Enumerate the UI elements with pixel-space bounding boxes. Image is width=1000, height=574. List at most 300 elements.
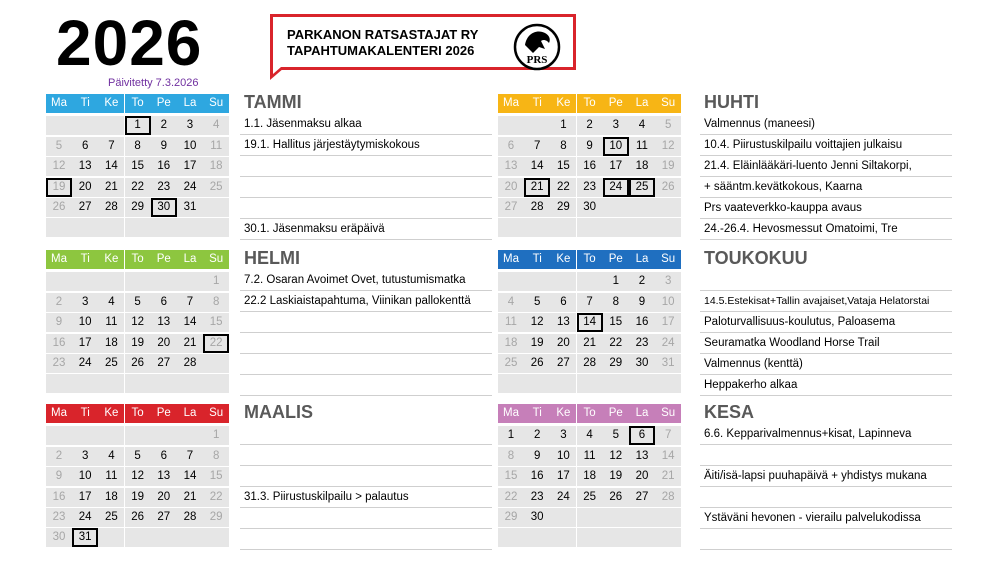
empty-day-cell xyxy=(629,508,655,527)
weekday-header: La xyxy=(177,94,203,113)
empty-day-cell xyxy=(603,218,629,237)
month-name: MAALIS xyxy=(244,402,313,422)
weekday-header: La xyxy=(177,250,203,269)
day-cell[interactable]: 21 xyxy=(524,178,550,197)
event-line: 22.2 Laskiaistapahtuma, Viinikan pallokenttä xyxy=(240,291,492,312)
day-cell[interactable]: 17 xyxy=(550,467,576,486)
empty-day-cell xyxy=(177,218,203,237)
month-name: HELMI xyxy=(244,248,300,268)
empty-day-cell xyxy=(151,374,177,393)
day-cell[interactable]: 17 xyxy=(655,313,681,332)
day-cell[interactable]: 7 xyxy=(177,293,203,312)
empty-day-cell xyxy=(577,374,603,393)
day-cell[interactable]: 6 xyxy=(550,293,576,312)
empty-day-cell xyxy=(177,528,203,547)
day-cell[interactable]: 19 xyxy=(125,334,151,353)
day-cell[interactable]: 24 xyxy=(72,354,98,373)
weekday-header: Su xyxy=(203,94,229,113)
empty-day-cell xyxy=(655,198,681,217)
event-line xyxy=(240,466,492,487)
day-cell[interactable]: 2 xyxy=(151,116,177,135)
empty-day-cell xyxy=(72,218,98,237)
weekday-header: Ma xyxy=(46,250,72,269)
day-cell[interactable]: 16 xyxy=(629,313,655,332)
day-cell[interactable]: 6 xyxy=(629,426,655,445)
day-cell[interactable]: 5 xyxy=(655,116,681,135)
day-cell[interactable]: 8 xyxy=(603,293,629,312)
empty-day-cell xyxy=(98,272,124,291)
day-cell[interactable]: 25 xyxy=(98,508,124,527)
day-cell[interactable]: 31 xyxy=(72,528,98,547)
day-cell[interactable]: 12 xyxy=(125,313,151,332)
empty-day-cell xyxy=(655,218,681,237)
day-cell[interactable]: 18 xyxy=(629,157,655,176)
day-cell[interactable]: 12 xyxy=(603,447,629,466)
day-cell[interactable]: 2 xyxy=(629,272,655,291)
day-cell[interactable]: 26 xyxy=(46,198,72,217)
day-cell[interactable]: 13 xyxy=(629,447,655,466)
day-cell[interactable]: 19 xyxy=(125,488,151,507)
day-cell[interactable]: 24 xyxy=(655,334,681,353)
day-cell[interactable]: 14 xyxy=(177,313,203,332)
weekday-header: Ma xyxy=(498,404,524,423)
day-cell[interactable]: 14 xyxy=(524,157,550,176)
empty-day-cell xyxy=(203,198,229,217)
day-cell[interactable]: 9 xyxy=(524,447,550,466)
day-cell[interactable]: 15 xyxy=(550,157,576,176)
empty-day-cell xyxy=(655,508,681,527)
day-cell[interactable]: 21 xyxy=(177,488,203,507)
event-line: Ystäväni hevonen - vierailu palvelukodissa xyxy=(700,508,952,529)
day-cell[interactable]: 25 xyxy=(203,178,229,197)
day-cell[interactable]: 4 xyxy=(203,116,229,135)
weekday-header: Ti xyxy=(72,250,98,269)
day-cell[interactable]: 22 xyxy=(550,178,576,197)
day-cell[interactable]: 2 xyxy=(46,447,72,466)
weekday-header: Ke xyxy=(550,250,576,269)
day-cell[interactable]: 29 xyxy=(125,198,151,217)
day-cell[interactable]: 3 xyxy=(177,116,203,135)
day-cell[interactable]: 28 xyxy=(177,354,203,373)
event-line xyxy=(240,508,492,529)
empty-day-cell xyxy=(550,528,576,547)
day-cell[interactable]: 17 xyxy=(72,334,98,353)
day-cell[interactable]: 28 xyxy=(177,508,203,527)
day-cell[interactable]: 1 xyxy=(125,116,151,135)
day-cell[interactable]: 29 xyxy=(203,508,229,527)
day-cell[interactable]: 27 xyxy=(550,354,576,373)
event-line xyxy=(240,375,492,396)
empty-day-cell xyxy=(125,374,151,393)
day-cell[interactable]: 17 xyxy=(603,157,629,176)
day-cell[interactable]: 28 xyxy=(98,198,124,217)
day-cell[interactable]: 10 xyxy=(72,313,98,332)
day-cell[interactable]: 20 xyxy=(72,178,98,197)
day-cell[interactable]: 30 xyxy=(151,198,177,217)
empty-day-cell xyxy=(98,528,124,547)
day-cell[interactable]: 11 xyxy=(629,137,655,156)
day-cell[interactable]: 8 xyxy=(203,293,229,312)
day-cell[interactable]: 16 xyxy=(577,157,603,176)
day-cell[interactable]: 21 xyxy=(577,334,603,353)
weekday-header: La xyxy=(629,250,655,269)
day-cell[interactable]: 14 xyxy=(577,313,603,332)
event-line: 14.5.Estekisat+Tallin avajaiset,Vataja Helatorstai xyxy=(700,291,952,312)
day-cell[interactable]: 18 xyxy=(203,157,229,176)
day-cell[interactable]: 24 xyxy=(72,508,98,527)
day-cell[interactable]: 4 xyxy=(98,293,124,312)
empty-day-cell xyxy=(125,426,151,445)
day-cell[interactable]: 21 xyxy=(177,334,203,353)
day-cell[interactable]: 4 xyxy=(629,116,655,135)
day-cell[interactable]: 9 xyxy=(629,293,655,312)
event-line xyxy=(240,424,492,445)
day-cell[interactable]: 20 xyxy=(151,488,177,507)
day-cell[interactable]: 6 xyxy=(151,293,177,312)
day-cell[interactable]: 18 xyxy=(498,334,524,353)
day-cell[interactable]: 15 xyxy=(203,467,229,486)
day-cell[interactable]: 6 xyxy=(72,137,98,156)
weekday-header: Ma xyxy=(46,404,72,423)
day-cell[interactable]: 4 xyxy=(498,293,524,312)
weekday-header: Su xyxy=(655,94,681,113)
event-line: Prs vaateverkko-kauppa avaus xyxy=(700,198,952,219)
day-cell[interactable]: 19 xyxy=(655,157,681,176)
weekday-header: Ti xyxy=(524,404,550,423)
event-line: Paloturvallisuus-koulutus, Paloasema xyxy=(700,312,952,333)
day-cell[interactable]: 15 xyxy=(203,313,229,332)
empty-day-cell xyxy=(524,528,550,547)
title-line-2: TAPAHTUMAKALENTERI 2026 xyxy=(287,43,475,58)
day-cell[interactable]: 4 xyxy=(98,447,124,466)
event-line: 10.4. Piirustuskilpailu voittajien julkaisu xyxy=(700,135,952,156)
empty-day-cell xyxy=(498,218,524,237)
day-cell[interactable]: 2 xyxy=(46,293,72,312)
day-cell[interactable]: 3 xyxy=(72,293,98,312)
day-cell[interactable]: 13 xyxy=(72,157,98,176)
empty-day-cell xyxy=(577,218,603,237)
empty-day-cell xyxy=(550,508,576,527)
day-cell[interactable]: 3 xyxy=(603,116,629,135)
day-cell[interactable]: 28 xyxy=(577,354,603,373)
day-cell[interactable]: 19 xyxy=(603,467,629,486)
day-cell[interactable]: 26 xyxy=(125,354,151,373)
empty-day-cell xyxy=(72,272,98,291)
day-cell[interactable]: 13 xyxy=(550,313,576,332)
day-cell[interactable]: 31 xyxy=(655,354,681,373)
day-cell[interactable]: 29 xyxy=(603,354,629,373)
empty-day-cell xyxy=(98,218,124,237)
day-cell[interactable]: 15 xyxy=(603,313,629,332)
title-banner xyxy=(270,14,576,70)
event-line: 24.-26.4. Hevosmessut Omatoimi, Tre xyxy=(700,219,952,240)
event-line xyxy=(240,445,492,466)
day-cell[interactable]: 26 xyxy=(125,508,151,527)
day-cell[interactable]: 23 xyxy=(46,508,72,527)
day-cell[interactable]: 16 xyxy=(151,157,177,176)
day-cell[interactable]: 7 xyxy=(577,293,603,312)
empty-day-cell xyxy=(524,272,550,291)
day-cell[interactable]: 11 xyxy=(98,313,124,332)
day-cell[interactable]: 5 xyxy=(603,426,629,445)
day-cell[interactable]: 22 xyxy=(125,178,151,197)
day-cell[interactable]: 28 xyxy=(655,488,681,507)
day-cell[interactable]: 15 xyxy=(125,157,151,176)
day-cell[interactable]: 15 xyxy=(498,467,524,486)
event-line xyxy=(240,177,492,198)
day-cell[interactable]: 30 xyxy=(46,528,72,547)
day-cell[interactable]: 5 xyxy=(524,293,550,312)
day-cell[interactable]: 8 xyxy=(125,137,151,156)
event-line xyxy=(240,312,492,333)
day-cell[interactable]: 19 xyxy=(524,334,550,353)
day-cell[interactable]: 6 xyxy=(151,447,177,466)
month-name: TAMMI xyxy=(244,92,302,112)
day-cell[interactable]: 25 xyxy=(577,488,603,507)
day-cell[interactable]: 25 xyxy=(98,354,124,373)
day-cell[interactable]: 23 xyxy=(629,334,655,353)
day-cell[interactable]: 11 xyxy=(98,467,124,486)
empty-day-cell xyxy=(177,374,203,393)
day-cell[interactable]: 7 xyxy=(177,447,203,466)
weekday-header: Su xyxy=(655,404,681,423)
event-line: 19.1. Hallitus järjestäytymiskokous xyxy=(240,135,492,156)
day-cell[interactable]: 27 xyxy=(72,198,98,217)
day-cell[interactable]: 17 xyxy=(177,157,203,176)
day-cell[interactable]: 22 xyxy=(203,334,229,353)
day-cell[interactable]: 7 xyxy=(98,137,124,156)
day-cell[interactable]: 14 xyxy=(655,447,681,466)
club-logo xyxy=(511,23,561,66)
day-cell[interactable]: 28 xyxy=(524,198,550,217)
day-cell[interactable]: 19 xyxy=(46,178,72,197)
day-cell[interactable]: 27 xyxy=(151,354,177,373)
day-cell[interactable]: 22 xyxy=(203,488,229,507)
day-cell[interactable]: 1 xyxy=(498,426,524,445)
day-cell[interactable]: 13 xyxy=(151,313,177,332)
day-cell[interactable]: 25 xyxy=(629,178,655,197)
day-cell[interactable]: 13 xyxy=(498,157,524,176)
day-cell[interactable]: 1 xyxy=(550,116,576,135)
day-cell[interactable]: 30 xyxy=(524,508,550,527)
empty-day-cell xyxy=(151,218,177,237)
empty-day-cell xyxy=(98,426,124,445)
day-cell[interactable]: 18 xyxy=(577,467,603,486)
empty-day-cell xyxy=(603,508,629,527)
day-cell[interactable]: 9 xyxy=(46,467,72,486)
day-cell[interactable]: 24 xyxy=(550,488,576,507)
day-cell[interactable]: 31 xyxy=(177,198,203,217)
empty-day-cell xyxy=(550,272,576,291)
day-cell[interactable]: 20 xyxy=(498,178,524,197)
day-cell[interactable]: 3 xyxy=(550,426,576,445)
day-cell[interactable]: 13 xyxy=(151,467,177,486)
day-cell[interactable]: 1 xyxy=(603,272,629,291)
empty-day-cell xyxy=(577,508,603,527)
day-cell[interactable]: 9 xyxy=(577,137,603,156)
day-cell[interactable]: 23 xyxy=(151,178,177,197)
day-cell[interactable]: 10 xyxy=(655,293,681,312)
day-cell[interactable]: 12 xyxy=(524,313,550,332)
weekday-header: Ke xyxy=(550,94,576,113)
empty-day-cell xyxy=(603,528,629,547)
day-cell[interactable]: 9 xyxy=(46,313,72,332)
day-cell[interactable]: 26 xyxy=(603,488,629,507)
day-cell[interactable]: 16 xyxy=(524,467,550,486)
weekday-header: Pe xyxy=(603,94,629,113)
day-cell[interactable]: 29 xyxy=(550,198,576,217)
event-line xyxy=(240,529,492,550)
event-line xyxy=(240,333,492,354)
day-cell[interactable]: 29 xyxy=(498,508,524,527)
empty-day-cell xyxy=(46,116,72,135)
empty-day-cell xyxy=(72,426,98,445)
day-cell[interactable]: 26 xyxy=(524,354,550,373)
day-cell[interactable]: 12 xyxy=(46,157,72,176)
day-cell[interactable]: 9 xyxy=(151,137,177,156)
event-line xyxy=(700,529,952,550)
day-cell[interactable]: 21 xyxy=(655,467,681,486)
month-name: KESA xyxy=(704,402,755,422)
empty-day-cell xyxy=(46,374,72,393)
event-line: 7.2. Osaran Avoimet Ovet, tutustumismatka xyxy=(240,270,492,291)
weekday-header: Pe xyxy=(151,250,177,269)
empty-day-cell xyxy=(629,374,655,393)
title-text xyxy=(287,27,478,59)
day-cell[interactable]: 11 xyxy=(577,447,603,466)
day-cell[interactable]: 30 xyxy=(629,354,655,373)
day-cell[interactable]: 24 xyxy=(603,178,629,197)
day-cell[interactable]: 10 xyxy=(177,137,203,156)
day-cell[interactable]: 25 xyxy=(498,354,524,373)
day-cell[interactable]: 10 xyxy=(72,467,98,486)
event-line xyxy=(240,354,492,375)
event-line xyxy=(240,198,492,219)
day-cell[interactable]: 7 xyxy=(524,137,550,156)
day-cell[interactable]: 5 xyxy=(125,293,151,312)
day-cell[interactable]: 20 xyxy=(151,334,177,353)
day-cell[interactable]: 8 xyxy=(498,447,524,466)
day-cell[interactable]: 11 xyxy=(498,313,524,332)
day-cell[interactable]: 26 xyxy=(655,178,681,197)
weekday-header: Su xyxy=(203,250,229,269)
weekday-header: Ke xyxy=(98,250,124,269)
day-cell[interactable]: 8 xyxy=(203,447,229,466)
empty-day-cell xyxy=(177,272,203,291)
empty-day-cell xyxy=(72,374,98,393)
day-cell[interactable]: 24 xyxy=(177,178,203,197)
empty-day-cell xyxy=(577,272,603,291)
day-cell[interactable]: 10 xyxy=(603,137,629,156)
empty-day-cell xyxy=(577,528,603,547)
weekday-header: Ti xyxy=(72,94,98,113)
empty-day-cell xyxy=(498,528,524,547)
day-cell[interactable]: 5 xyxy=(46,137,72,156)
day-cell[interactable]: 22 xyxy=(603,334,629,353)
banner-tail-inner xyxy=(273,67,281,74)
day-cell[interactable]: 20 xyxy=(550,334,576,353)
day-cell[interactable]: 1 xyxy=(203,426,229,445)
event-line: 6.6. Kepparivalmennus+kisat, Lapinneva xyxy=(700,424,952,445)
day-cell[interactable]: 23 xyxy=(577,178,603,197)
empty-day-cell xyxy=(603,198,629,217)
day-cell[interactable]: 20 xyxy=(629,467,655,486)
empty-day-cell xyxy=(151,272,177,291)
day-cell[interactable]: 11 xyxy=(203,137,229,156)
day-cell[interactable]: 18 xyxy=(98,334,124,353)
day-cell[interactable]: 23 xyxy=(46,354,72,373)
day-cell[interactable]: 21 xyxy=(98,178,124,197)
event-line: Seuramatka Woodland Horse Trail xyxy=(700,333,952,354)
weekday-header: To xyxy=(577,404,603,423)
day-cell[interactable]: 3 xyxy=(655,272,681,291)
empty-day-cell xyxy=(550,374,576,393)
day-cell[interactable]: 2 xyxy=(524,426,550,445)
day-cell[interactable]: 10 xyxy=(550,447,576,466)
day-cell[interactable]: 22 xyxy=(498,488,524,507)
weekday-header: Ke xyxy=(550,404,576,423)
empty-day-cell xyxy=(203,354,229,373)
weekday-header: To xyxy=(125,94,151,113)
day-cell[interactable]: 3 xyxy=(72,447,98,466)
day-cell[interactable]: 17 xyxy=(72,488,98,507)
empty-day-cell xyxy=(498,116,524,135)
empty-day-cell xyxy=(550,218,576,237)
empty-day-cell xyxy=(629,218,655,237)
day-cell[interactable]: 5 xyxy=(125,447,151,466)
empty-day-cell xyxy=(72,116,98,135)
weekday-header: Su xyxy=(203,404,229,423)
event-line xyxy=(240,156,492,177)
day-cell[interactable]: 1 xyxy=(203,272,229,291)
empty-day-cell xyxy=(151,426,177,445)
day-cell[interactable]: 14 xyxy=(177,467,203,486)
day-cell[interactable]: 23 xyxy=(524,488,550,507)
empty-day-cell xyxy=(151,528,177,547)
day-cell[interactable]: 16 xyxy=(46,488,72,507)
empty-day-cell xyxy=(46,426,72,445)
event-line: 31.3. Piirustuskilpailu > palautus xyxy=(240,487,492,508)
day-cell[interactable]: 18 xyxy=(98,488,124,507)
day-cell[interactable]: 2 xyxy=(577,116,603,135)
month-name: HUHTI xyxy=(704,92,759,112)
empty-day-cell xyxy=(125,528,151,547)
day-cell[interactable]: 27 xyxy=(629,488,655,507)
day-cell[interactable]: 12 xyxy=(125,467,151,486)
empty-day-cell xyxy=(498,374,524,393)
day-cell[interactable]: 12 xyxy=(655,137,681,156)
empty-day-cell xyxy=(98,374,124,393)
weekday-header: La xyxy=(629,404,655,423)
empty-day-cell xyxy=(524,374,550,393)
day-cell[interactable]: 7 xyxy=(655,426,681,445)
day-cell[interactable]: 4 xyxy=(577,426,603,445)
weekday-header: To xyxy=(577,94,603,113)
day-cell[interactable]: 27 xyxy=(151,508,177,527)
weekday-header: Pe xyxy=(603,404,629,423)
day-cell[interactable]: 30 xyxy=(577,198,603,217)
day-cell[interactable]: 27 xyxy=(498,198,524,217)
day-cell[interactable]: 14 xyxy=(98,157,124,176)
day-cell[interactable]: 8 xyxy=(550,137,576,156)
empty-day-cell xyxy=(125,218,151,237)
day-cell[interactable]: 6 xyxy=(498,137,524,156)
empty-day-cell xyxy=(203,218,229,237)
weekday-header: Pe xyxy=(603,250,629,269)
day-cell[interactable]: 16 xyxy=(46,334,72,353)
year-heading: 2026 xyxy=(56,7,203,79)
weekday-header: Ti xyxy=(524,94,550,113)
